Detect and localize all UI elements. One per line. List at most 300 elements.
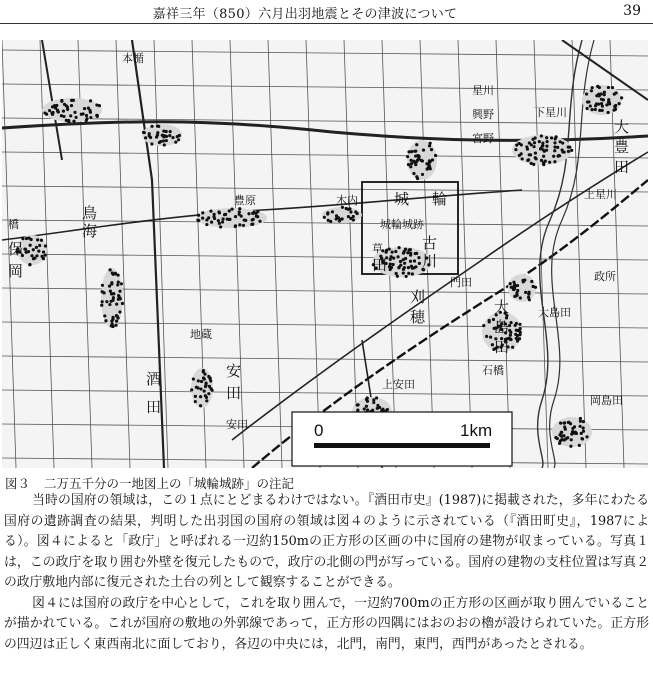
tree-dot (409, 252, 412, 255)
tree-dot (202, 376, 205, 379)
tree-dot (509, 282, 512, 285)
tree-dot (425, 162, 428, 165)
tree-dot (196, 218, 199, 221)
tree-dot (397, 246, 400, 249)
tree-dot (256, 210, 259, 213)
tree-dot (326, 212, 329, 215)
tree-dot (406, 251, 409, 254)
tree-dot (238, 223, 241, 226)
tree-dot (579, 417, 582, 420)
tree-dot (403, 250, 406, 253)
tree-dot (411, 267, 414, 270)
tree-dot (515, 144, 518, 147)
tree-dot (244, 219, 247, 222)
map-place-label: 鳥 (82, 204, 98, 222)
tree-dot (594, 104, 597, 107)
tree-dot (104, 319, 107, 322)
tree-dot (534, 286, 537, 289)
map-place-label: 上星川 (584, 188, 617, 201)
tree-dot (579, 425, 582, 428)
tree-dot (117, 280, 120, 283)
tree-dot (221, 217, 224, 220)
tree-dot (376, 404, 379, 407)
tree-dot (518, 323, 521, 326)
tree-dot (48, 109, 51, 112)
map-place-label: 海 (82, 222, 98, 240)
tree-dot (201, 211, 204, 214)
tree-dot (67, 120, 70, 123)
tree-dot (395, 272, 398, 275)
tree-dot (202, 369, 205, 372)
tree-dot (534, 151, 537, 154)
tree-dot (553, 160, 556, 163)
tree-dot (509, 338, 512, 341)
tree-dot (511, 346, 514, 349)
tree-dot (335, 214, 338, 217)
tree-dot (558, 433, 561, 436)
map-place-label: 興野 (472, 108, 494, 121)
tree-dot (109, 290, 112, 293)
tree-dot (100, 304, 103, 307)
map-place-label: 下星川 (534, 106, 567, 119)
tree-dot (366, 408, 369, 411)
tree-dot (200, 380, 203, 383)
tree-dot (85, 117, 88, 120)
tree-dot (485, 335, 488, 338)
tree-dot (553, 145, 556, 148)
tree-dot (567, 421, 570, 424)
tree-dot (414, 163, 417, 166)
tree-dot (540, 159, 543, 162)
tree-dot (518, 154, 521, 157)
tree-dot (63, 103, 66, 106)
tree-dot (581, 437, 584, 440)
tree-dot (156, 131, 159, 134)
tree-dot (62, 110, 65, 113)
tree-dot (114, 324, 117, 327)
map-place-label: 大 (494, 298, 510, 316)
tree-dot (558, 154, 561, 157)
tree-dot (533, 141, 536, 144)
tree-dot (250, 223, 253, 226)
header-rule (0, 23, 653, 24)
tree-dot (40, 239, 43, 242)
tree-dot (165, 139, 168, 142)
tree-dot (209, 379, 212, 382)
tree-dot (524, 291, 527, 294)
tree-dot (402, 271, 405, 274)
tree-dot (62, 115, 65, 118)
tree-dot (142, 131, 145, 134)
tree-dot (105, 300, 108, 303)
tree-dot (430, 148, 433, 151)
tree-dot (578, 444, 581, 447)
tree-dot (399, 260, 402, 263)
tree-dot (155, 135, 158, 138)
tree-dot (24, 248, 27, 251)
tree-dot (168, 134, 171, 137)
tree-dot (521, 279, 524, 282)
tree-dot (559, 140, 562, 143)
tree-dot (207, 375, 210, 378)
map-place-label: 田 (614, 158, 630, 176)
scale-bar-line (314, 443, 490, 448)
tree-dot (30, 254, 33, 257)
tree-dot (204, 382, 207, 385)
page-number: 39 (623, 3, 641, 19)
tree-dot (529, 153, 532, 156)
tree-dot (531, 138, 534, 141)
tree-dot (96, 115, 99, 118)
tree-dot (527, 293, 530, 296)
tree-dot (162, 139, 165, 142)
map-place-label: 酒 (146, 370, 162, 388)
tree-dot (563, 421, 566, 424)
tree-dot (615, 91, 618, 94)
tree-dot (519, 296, 522, 299)
tree-dot (38, 244, 41, 247)
tree-dot (509, 334, 512, 337)
paragraph: 当時の国府の領域は，この１点にとどまるわけではない。『酒田市史』(1987)に掲載された，多年にわたる国府の遺跡調査の結果，判明した出羽国の国府の領域は図４のように示されている（『酒田町史』，1987による）。図４によると「政庁」と呼ばれる一辺約150mの正方形の区画の中に国府の建物が収まっている。写真１は，この政庁を取り囲む外壁を復元したもので，政庁の北側の門が写っている。国府の建物の支柱位置は写真２の政庁敷地内部に復元された土台の列として観察することができる。 (4, 493, 649, 590)
tree-dot (42, 250, 45, 253)
tree-dot (553, 149, 556, 152)
tree-dot (365, 405, 368, 408)
tree-dot (394, 250, 397, 253)
tree-dot (37, 250, 40, 253)
tree-dot (219, 225, 222, 228)
tree-dot (514, 333, 517, 336)
map-place-label: 城輪城跡 (380, 218, 424, 231)
tree-dot (411, 272, 414, 275)
tree-dot (516, 338, 519, 341)
map-place-label: 豊原 (234, 194, 256, 207)
tree-dot (545, 136, 548, 139)
map-place-label: 城 (394, 190, 410, 208)
tree-dot (165, 135, 168, 138)
tree-dot (115, 315, 118, 318)
tree-dot (563, 425, 566, 428)
map-place-label: 安田 (226, 418, 248, 431)
tree-dot (218, 211, 221, 214)
tree-dot (356, 212, 359, 215)
tree-dot (410, 162, 413, 165)
tree-dot (120, 282, 123, 285)
tree-dot (335, 217, 338, 220)
tree-dot (66, 108, 69, 111)
tree-dot (89, 99, 92, 102)
tree-dot (416, 154, 419, 157)
tree-dot (582, 420, 585, 423)
tree-dot (414, 265, 417, 268)
tree-dot (115, 320, 118, 323)
tree-dot (42, 257, 45, 260)
tree-dot (69, 114, 72, 117)
tree-dot (421, 173, 424, 176)
tree-dot (405, 275, 408, 278)
tree-dot (169, 130, 172, 133)
tree-dot (121, 302, 124, 305)
tree-dot (407, 163, 410, 166)
tree-dot (590, 108, 593, 111)
map-place-label: 穂 (410, 308, 426, 326)
tree-dot (234, 215, 237, 218)
tree-dot (80, 113, 83, 116)
tree-dot (150, 125, 153, 128)
tree-dot (509, 321, 512, 324)
tree-dot (545, 145, 548, 148)
tree-dot (29, 244, 32, 247)
tree-dot (532, 145, 535, 148)
map-place-label: 島 (494, 318, 510, 336)
tree-dot (612, 108, 615, 111)
tree-dot (600, 102, 603, 105)
tree-dot (521, 157, 524, 160)
tree-dot (159, 140, 162, 143)
tree-dot (205, 399, 208, 402)
tree-dot (519, 327, 522, 330)
tree-dot (102, 291, 105, 294)
tree-dot (586, 100, 589, 103)
map-place-label: 上安田 (382, 378, 415, 391)
tree-dot (111, 271, 114, 274)
tree-dot (234, 224, 237, 227)
tree-dot (376, 407, 379, 410)
tree-dot (397, 266, 400, 269)
tree-dot (538, 140, 541, 143)
tree-dot (207, 392, 210, 395)
tree-dot (402, 268, 405, 271)
tree-dot (392, 263, 395, 266)
tree-dot (44, 244, 47, 247)
tree-dot (413, 259, 416, 262)
map-place-label: 古 (422, 234, 438, 252)
tree-dot (607, 111, 610, 114)
tree-dot (349, 210, 352, 213)
tree-dot (341, 217, 344, 220)
tree-dot (199, 387, 202, 390)
tree-dot (534, 156, 537, 159)
tree-dot (594, 108, 597, 111)
map-place-label: 安 (226, 362, 242, 380)
tree-dot (416, 159, 419, 162)
tree-dot (101, 284, 104, 287)
tree-dot (212, 215, 215, 218)
topographic-map (2, 40, 648, 468)
tree-dot (406, 155, 409, 158)
tree-dot (199, 404, 202, 407)
tree-dot (489, 336, 492, 339)
tree-dot (228, 209, 231, 212)
tree-dot (598, 86, 601, 89)
tree-dot (329, 220, 332, 223)
tree-dot (399, 264, 402, 267)
tree-dot (569, 445, 572, 448)
tree-dot (590, 89, 593, 92)
tree-dot (101, 300, 104, 303)
tree-dot (83, 107, 86, 110)
tree-dot (226, 218, 229, 221)
map-place-label: 川 (422, 252, 438, 270)
tree-dot (338, 219, 341, 222)
tree-dot (396, 255, 399, 258)
tree-dot (255, 215, 258, 218)
map-place-label: 岡 (8, 262, 24, 280)
paragraph: 図４には国府の政庁を中心として，これを取り囲んで，一辺約700mの正方形の区画が取り囲んでいることが描かれている。これが国府の敷地の外郭線であって，正方形の四隅にはおのおの櫓が設けられていた。正方形の四辺は正しく東西南北に面しており，各辺の中央には，北門，南門，東門，西門があったとされる。 (4, 595, 649, 652)
tree-dot (385, 251, 388, 254)
tree-dot (412, 172, 415, 175)
tree-dot (553, 141, 556, 144)
tree-dot (391, 251, 394, 254)
tree-dot (36, 238, 39, 241)
tree-dot (371, 409, 374, 412)
figure-caption-text: 二万五千分の一地図上の「城輪城跡」の注記 (44, 476, 295, 491)
tree-dot (390, 266, 393, 269)
tree-dot (429, 167, 432, 170)
tree-dot (407, 272, 410, 275)
tree-dot (396, 275, 399, 278)
tree-dot (208, 385, 211, 388)
map-place-label: 政所 (594, 270, 616, 283)
tree-dot (525, 145, 528, 148)
tree-dot (53, 104, 56, 107)
tree-dot (149, 136, 152, 139)
tree-dot (144, 136, 147, 139)
tree-dot (56, 109, 59, 112)
map-place-label: 本楯 (122, 52, 144, 65)
tree-dot (516, 294, 519, 297)
tree-dot (607, 86, 610, 89)
tree-dot (546, 140, 549, 143)
scale-bar (292, 412, 512, 466)
tree-dot (356, 403, 359, 406)
tree-dot (163, 143, 166, 146)
tree-dot (519, 331, 522, 334)
tree-dot (414, 252, 417, 255)
tree-dot (562, 434, 565, 437)
tree-dot (597, 103, 600, 106)
map-place-label: 木内 (336, 194, 358, 207)
tree-dot (563, 150, 566, 153)
tree-dot (571, 430, 574, 433)
tree-dot (515, 322, 518, 325)
tree-dot (205, 218, 208, 221)
tree-dot (388, 247, 391, 250)
tree-dot (428, 144, 431, 147)
tree-dot (224, 213, 227, 216)
tree-dot (573, 425, 576, 428)
tree-dot (413, 150, 416, 153)
tree-dot (118, 295, 121, 298)
tree-dot (221, 220, 224, 223)
tree-dot (251, 212, 254, 215)
tree-dot (109, 268, 112, 271)
tree-dot (530, 162, 533, 165)
tree-dot (575, 432, 578, 435)
map-place-label: 田 (226, 384, 242, 402)
tree-dot (418, 262, 421, 265)
tree-dot (530, 280, 533, 283)
tree-dot (74, 116, 77, 119)
tree-dot (585, 92, 588, 95)
tree-dot (103, 314, 106, 317)
tree-dot (43, 111, 46, 114)
tree-dot (112, 292, 115, 295)
tree-dot (603, 93, 606, 96)
tree-dot (238, 210, 241, 213)
tree-dot (110, 282, 113, 285)
tree-dot (85, 114, 88, 117)
tree-dot (162, 129, 165, 132)
tree-dot (528, 141, 531, 144)
tree-dot (586, 107, 589, 110)
tree-dot (585, 435, 588, 438)
tree-dot (114, 272, 117, 275)
map-place-label: 保 (8, 240, 24, 258)
figure-caption (5, 475, 645, 492)
tree-dot (231, 208, 234, 211)
tree-dot (194, 400, 197, 403)
tree-dot (542, 148, 545, 151)
tree-dot (600, 98, 603, 101)
tree-dot (238, 207, 241, 210)
tree-dot (570, 438, 573, 441)
tree-dot (116, 283, 119, 286)
tree-dot (199, 395, 202, 398)
tree-dot (30, 238, 33, 241)
tree-dot (28, 263, 31, 266)
tree-dot (247, 212, 250, 215)
running-title: 嘉祥三年（850）六月出羽地震とその津波について (152, 7, 458, 22)
tree-dot (559, 422, 562, 425)
tree-dot (409, 159, 412, 162)
tree-dot (409, 260, 412, 263)
tree-dot (515, 329, 518, 332)
map-place-label: 田 (494, 338, 510, 356)
tree-dot (95, 103, 98, 106)
tree-dot (422, 148, 425, 151)
tree-dot (556, 146, 559, 149)
tree-dot (108, 303, 111, 306)
tree-dot (386, 408, 389, 411)
tree-dot (512, 281, 515, 284)
figure-caption-number: 図３ (5, 476, 31, 491)
tree-dot (582, 426, 585, 429)
tree-dot (545, 149, 548, 152)
tree-dot (205, 396, 208, 399)
tree-dot (347, 208, 350, 211)
tree-dot (157, 125, 160, 128)
scale-end-label: 1km (460, 421, 493, 440)
tree-dot (110, 319, 113, 322)
map-place-label: 地蔵 (190, 328, 212, 341)
tree-dot (258, 220, 261, 223)
tree-dot (148, 132, 151, 135)
tree-dot (118, 290, 121, 293)
tree-dot (217, 219, 220, 222)
tree-dot (89, 116, 92, 119)
tree-dot (176, 135, 179, 138)
tree-dot (550, 136, 553, 139)
tree-dot (73, 111, 76, 114)
map-place-label: 門田 (450, 276, 472, 289)
tree-dot (171, 136, 174, 139)
page-header (0, 0, 653, 24)
tree-dot (582, 430, 585, 433)
tree-dot (375, 396, 378, 399)
tree-dot (201, 217, 204, 220)
tree-dot (403, 262, 406, 265)
tree-dot (197, 214, 200, 217)
